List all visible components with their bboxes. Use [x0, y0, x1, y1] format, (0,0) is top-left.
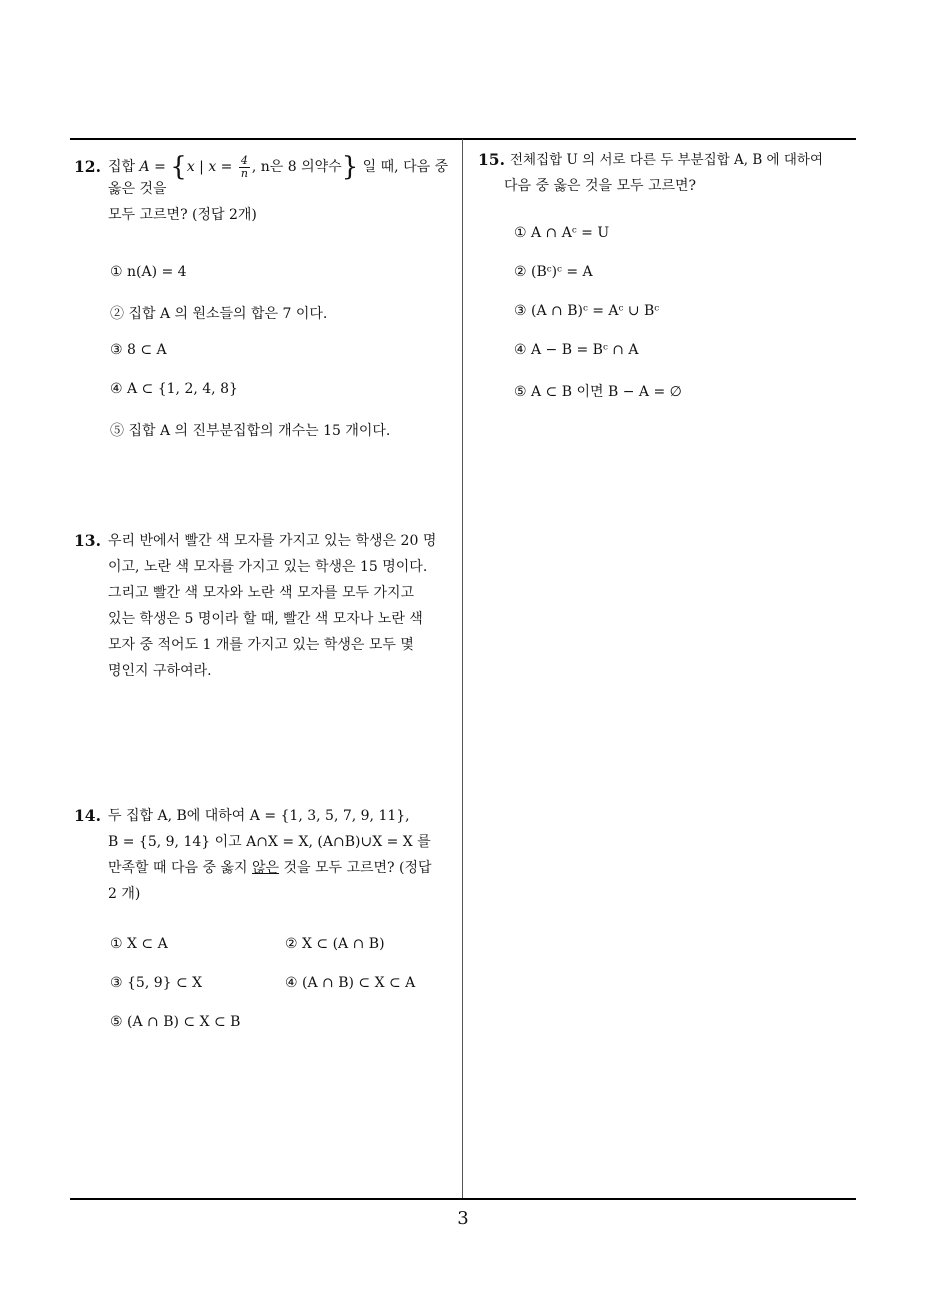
- choice-12-2[interactable]: ② 집합 A 의 원소들의 합은 7 이다.: [110, 306, 328, 322]
- top-rule: [70, 138, 856, 140]
- choice-15-3[interactable]: ③ (A ∩ B)ᶜ = Aᶜ ∪ Bᶜ: [514, 303, 660, 319]
- open-brace-icon: {: [170, 152, 187, 182]
- underlined-negation: 않은: [251, 860, 280, 876]
- bottom-rule: [70, 1198, 856, 1200]
- choice-14-1[interactable]: ① X ⊂ A: [110, 936, 168, 952]
- stem-line: 다음 중 옳은 것을 모두 고르면?: [504, 178, 697, 194]
- stem-line: 모자 중 적어도 1 개를 가지고 있는 학생은 모두 몇: [108, 637, 414, 653]
- choice-15-5[interactable]: ⑤ A ⊂ B 이면 B − A = ∅: [514, 384, 682, 400]
- choice-14-4[interactable]: ④ (A ∩ B) ⊂ X ⊂ A: [285, 975, 416, 991]
- fraction-numerator: 4: [240, 153, 248, 167]
- column-divider: [462, 139, 463, 1199]
- choice-12-3[interactable]: ③ 8 ⊂ A: [110, 342, 167, 358]
- set-condition-a: x | x =: [186, 159, 237, 175]
- stem-line: 명인지 구하여라.: [108, 663, 212, 679]
- problem-13: [74, 528, 460, 684]
- stem-line: [108, 855, 460, 881]
- stem-lead: 집합: [108, 159, 136, 175]
- choice-12-1[interactable]: ① n(A) = 4: [110, 264, 187, 280]
- stem-line: 이고, 노란 색 모자를 가지고 있는 학생은 15 명이다.: [108, 559, 428, 575]
- fraction-denominator: n: [240, 166, 248, 180]
- set-lhs: A =: [139, 159, 171, 175]
- stem-line: 2 개): [108, 886, 141, 902]
- choice-15-2[interactable]: ② (Bᶜ)ᶜ = A: [514, 264, 593, 280]
- stem-line: 그리고 빨간 색 모자와 노란 색 모자를 모두 가지고: [108, 585, 415, 601]
- fraction: [239, 155, 250, 180]
- choice-14-3[interactable]: ③ {5, 9} ⊂ X: [110, 975, 203, 991]
- problem-14: [74, 803, 460, 907]
- page-number: 3: [457, 1208, 469, 1229]
- stem-line: B = {5, 9, 14} 이고 A∩X = X, (A∩B)∪X = X 를: [108, 834, 431, 850]
- stem-text: 것을 모두 고르면? (정답: [279, 860, 432, 876]
- stem-line: 두 집합 A, B에 대하여 A = {1, 3, 5, 7, 9, 11},: [108, 808, 410, 824]
- close-brace-icon: }: [341, 152, 359, 182]
- choice-15-1[interactable]: ① A ∩ Aᶜ = U: [514, 225, 610, 241]
- problem-12: [74, 154, 460, 228]
- stem-line3: 모두 고르면? (정답 2개): [108, 207, 257, 223]
- set-condition-b: , n은 8 의약수: [251, 159, 342, 175]
- stem-line: 있는 학생은 5 명이라 할 때, 빨간 색 모자나 노란 색: [108, 611, 423, 627]
- stem-line: 우리 반에서 빨간 색 모자를 가지고 있는 학생은 20 명: [108, 533, 437, 549]
- choice-15-4[interactable]: ④ A − B = Bᶜ ∩ A: [514, 342, 639, 358]
- problem-number: 12.: [74, 157, 101, 176]
- problem-15: [478, 147, 858, 199]
- choice-14-2[interactable]: ② X ⊂ (A ∩ B): [285, 936, 385, 952]
- choice-12-5[interactable]: ⑤ 집합 A 의 진부분집합의 개수는 15 개이다.: [110, 423, 391, 439]
- stem-text: 만족할 때 다음 중 옳지: [108, 860, 252, 876]
- stem-line: 전체집합 U 의 서로 다른 두 부분집합 A, B 에 대하여: [510, 152, 823, 168]
- choice-12-4[interactable]: ④ A ⊂ {1, 2, 4, 8}: [110, 381, 238, 397]
- stem-after: 일 때, 다음 중: [358, 159, 449, 175]
- problem-number: 15.: [478, 150, 505, 169]
- problem-number: 13.: [74, 531, 101, 550]
- problem-number: 14.: [74, 806, 101, 825]
- stem-line2: 옳은 것을: [108, 181, 167, 197]
- choice-14-5[interactable]: ⑤ (A ∩ B) ⊂ X ⊂ B: [110, 1014, 241, 1030]
